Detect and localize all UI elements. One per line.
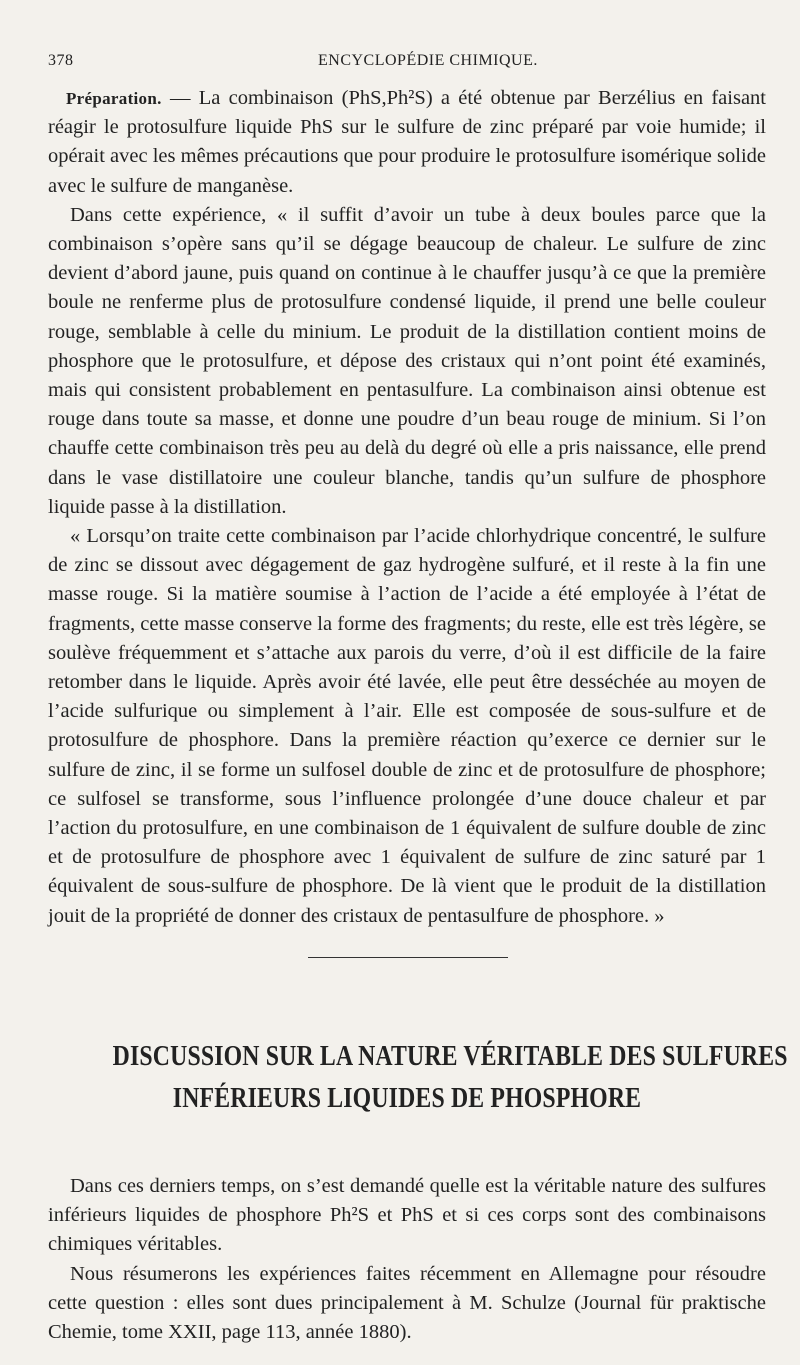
preparation-runin-heading: Préparation. xyxy=(66,89,162,108)
section-paragraph-question: Dans ces derniers temps, on s’est demandé quelle est la véritable nature des sulfures inférieurs liquides de phosphore Ph²S et PhS et si ces corps sont des combinaisons chimiques véritables. xyxy=(48,1175,766,1256)
section-heading xyxy=(112,1035,788,1119)
section-heading-line-1: DISCUSSION SUR LA NATURE VÉRITABLE DES SULFURES xyxy=(112,1040,788,1072)
section-divider xyxy=(308,957,508,958)
page-number: 378 xyxy=(48,52,74,69)
section-text xyxy=(48,1172,766,1347)
running-header xyxy=(48,52,748,76)
section-heading-line-2: INFÉRIEURS LIQUIDES DE PHOSPHORE xyxy=(172,1082,642,1114)
paragraph-acid-treatment: « Lorsqu’on traite cette combinaison par l’acide chlorhydrique concentré, le sulfure de zinc se dissout avec dégagement de gaz hydrogène sulfuré, et il reste à la fin une masse rouge. Si la matière soumise à l’action de l’acide a été employée à l’état de fragments, cette masse conserve la forme des fragments; du reste, elle est très légère, se soulève fréquemment et s’attache aux parois du verre, d’où il est difficile de la faire retomber dans le liquide. Après avoir été lavée, elle peut être desséchée au moyen de l’acide sulfurique ou simplement à l’air. Elle est composée de sous-sulfure et de protosulfure de phosphore. Dans la première réaction qu’exerce ce dernier sur le sulfure de zinc, il se forme un sulfosel double de zinc et de protosulfure de phosphore; ce sulfosel se transforme, sous l’influence prolongée d’une douce chaleur et par l’action du protosulfure, en une combinaison de 1 équivalent de sulfure double de zinc et de protosulfure de phosphore avec 1 équivalent de sulfure de zinc saturé par 1 équivalent de sous-sulfure de phosphore. De là vient que le produit de la distillation jouit de la propriété de donner des cristaux de pentasulfure de phosphore. » xyxy=(48,525,766,927)
preparation-text: — La combinaison (PhS,Ph²S) a été obtenue par Berzélius en faisant réagir le protosulfure liquide PhS sur le sulfure de zinc préparé par voie humide; il opérait avec les mêmes précautions que pour produire le protosulfure isomérique solide avec le sulfure de manganèse. xyxy=(48,87,766,197)
main-text xyxy=(48,84,766,931)
preparation-paragraph xyxy=(48,84,766,201)
running-title: ENCYCLOPÉDIE CHIMIQUE. xyxy=(318,52,538,69)
section-paragraph-schulze: Nous résumerons les expériences faites récemment en Allemagne pour résoudre cette question : elles sont dues principalement à M. Schulze (Journal für praktische Chemie, tome XXII, page 113, année 1880). xyxy=(48,1262,766,1344)
paragraph-experience: Dans cette expérience, « il suffit d’avoir un tube à deux boules parce que la combinaison s’opère sans qu’il se dégage beaucoup de chaleur. Le sulfure de zinc devient d’abord jaune, puis quand on continue à le chauffer jusqu’à ce que la première boule ne renferme plus de protosulfure condensé liquide, il prend une belle couleur rouge, semblable à celle du minium. Le produit de la distillation contient moins de phosphore que le protosulfure, et dépose des cristaux qui n’ont point été examinés, mais qui consistent probablement en pentasulfure. La combinaison ainsi obtenue est rouge dans toute sa masse, et donne une poudre d’un beau rouge de minium. Si l’on chauffe cette combinaison très peu au delà du degré où elle a pris naissance, elle prend dans le vase distillatoire une couleur blanche, tandis qu’un sulfure de phosphore liquide passe à la distillation. xyxy=(48,203,766,518)
